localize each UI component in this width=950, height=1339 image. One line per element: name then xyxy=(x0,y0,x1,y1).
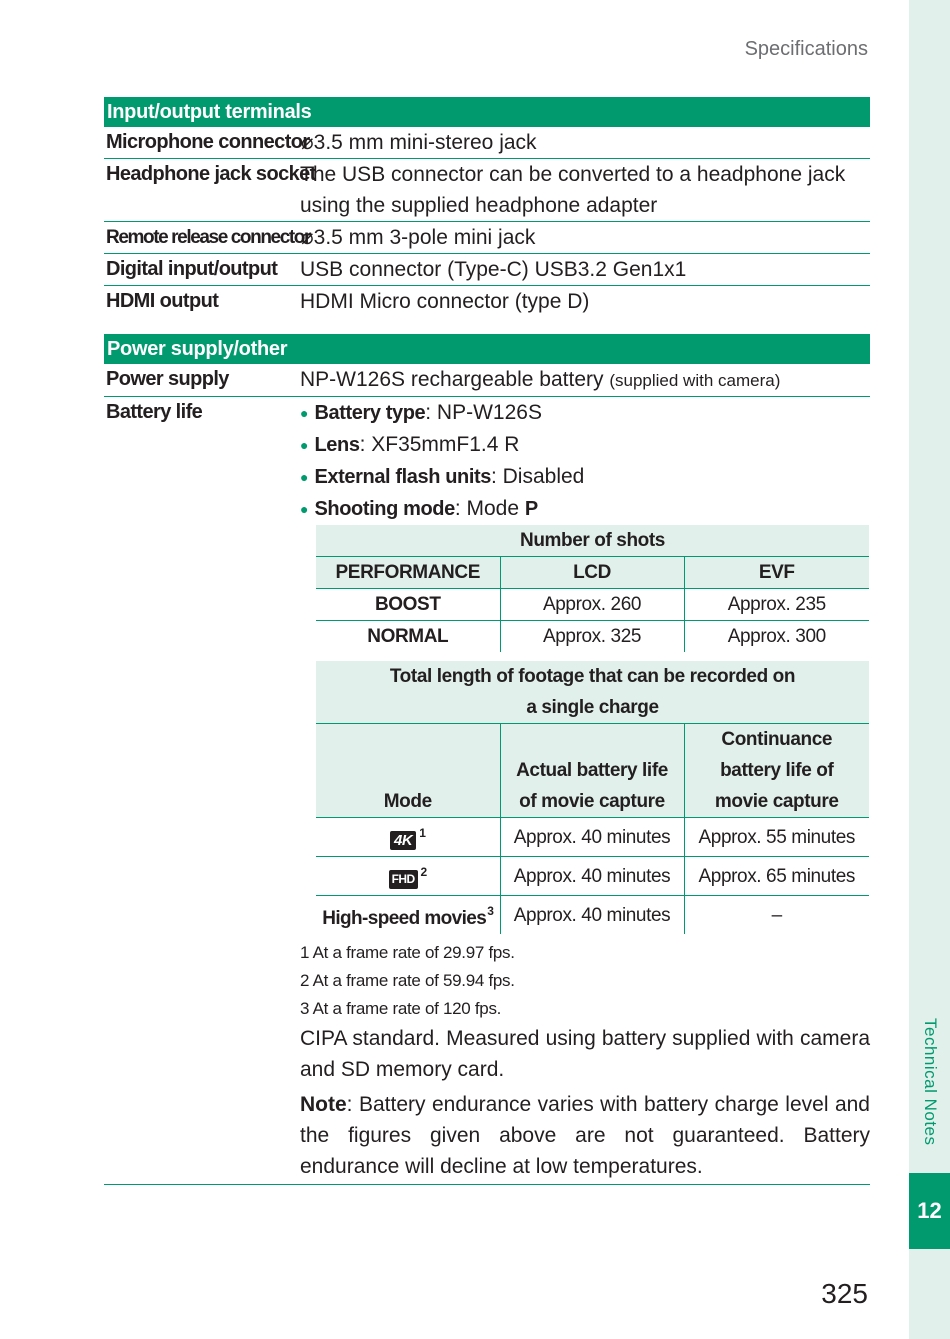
table-cell: – xyxy=(684,896,869,935)
spec-row-microphone xyxy=(104,127,870,159)
spec-label: Headphone jack socket xyxy=(106,163,316,185)
bullet-key: Battery type xyxy=(314,402,426,424)
spec-label: Microphone connector xyxy=(106,131,310,153)
footnotes xyxy=(300,939,870,1023)
list-item xyxy=(300,397,870,429)
bullet-value: : Disabled xyxy=(490,465,585,488)
cipa-paragraph: CIPA standard. Measured using battery supplied with camera and SD memory card. xyxy=(300,1027,870,1081)
table-cell: Approx. 325 xyxy=(500,621,684,653)
bullet-icon: ● xyxy=(300,500,309,517)
spec-value: USB connector (Type-C) USB3.2 Gen1x1 xyxy=(300,258,687,281)
bullet-key: External flash units xyxy=(314,466,491,488)
table-cell: Approx. 55 minutes xyxy=(684,818,869,857)
list-item xyxy=(300,493,870,525)
table-row xyxy=(316,621,869,653)
spec-label: Battery life xyxy=(106,401,203,423)
page-header-title: Specifications xyxy=(744,38,868,60)
spec-value xyxy=(299,159,870,221)
list-item xyxy=(300,429,870,461)
spec-row-hdmi xyxy=(104,286,870,317)
spec-value-line: using the supplied headphone adapter xyxy=(300,194,658,217)
table-cell: Approx. 260 xyxy=(500,589,684,621)
spec-value: ⌀3.5 mm mini-stereo jack xyxy=(301,131,537,154)
power-section-title: Power supply/other xyxy=(104,334,870,364)
spec-label: HDMI output xyxy=(106,290,219,312)
table-title xyxy=(316,661,869,724)
bullet-key: Lens xyxy=(314,434,360,456)
spec-value: HDMI Micro connector (type D) xyxy=(300,290,590,313)
table-title-line: a single charge xyxy=(526,697,659,718)
list-item xyxy=(300,461,870,493)
note-paragraph xyxy=(300,1089,870,1182)
chapter-number[interactable]: 12 xyxy=(909,1173,950,1249)
bullet-extra: P xyxy=(524,498,538,520)
note-label: Note xyxy=(300,1093,347,1116)
power-supply-note: (supplied with camera) xyxy=(609,371,781,390)
bullet-icon: ● xyxy=(300,468,309,485)
spec-row-remote-release xyxy=(104,222,870,254)
table-cell: BOOST xyxy=(316,589,500,621)
spec-value: ⌀3.5 mm 3-pole mini jack xyxy=(301,226,536,249)
table-title: Number of shots xyxy=(316,525,869,557)
fhd-movie-icon: FHD xyxy=(389,870,418,889)
table-header: EVF xyxy=(684,557,869,589)
table-header-line: movie capture xyxy=(714,791,839,812)
spec-row-digital-io xyxy=(104,254,870,286)
bullet-value: : XF35mmF1.4 R xyxy=(359,433,520,456)
page-number: 325 xyxy=(821,1278,868,1309)
spec-value-line: The USB connector can be converted to a headphone jack xyxy=(300,163,846,186)
spec-label: Power supply xyxy=(106,368,229,390)
bullet-icon: ● xyxy=(300,436,309,453)
sidebar-label: Technical Notes xyxy=(921,1018,940,1146)
table-row xyxy=(316,857,869,896)
footnote: 3 At a frame rate of 120 fps. xyxy=(300,999,502,1018)
table-header: PERFORMANCE xyxy=(316,557,500,589)
footnote-ref: 2 xyxy=(420,865,427,879)
footnote-ref: 1 xyxy=(419,826,426,840)
footnote: 1 At a frame rate of 29.97 fps. xyxy=(300,943,515,962)
table-cell xyxy=(316,818,500,857)
battery-conditions-list xyxy=(300,397,870,525)
table-cell: NORMAL xyxy=(316,621,500,653)
battery-life-content xyxy=(299,397,870,1184)
table-cell xyxy=(316,896,500,935)
table-row xyxy=(316,589,869,621)
spec-row-headphone xyxy=(104,159,870,222)
bullet-icon: ● xyxy=(300,404,309,421)
4k-movie-icon: 4K xyxy=(390,831,416,850)
power-section xyxy=(104,334,870,1185)
spec-row-battery-life xyxy=(104,397,870,1185)
table-header-line: battery life of xyxy=(720,760,834,781)
number-of-shots-table xyxy=(316,525,869,652)
io-section-title: Input/output terminals xyxy=(104,97,870,127)
footnote: 2 At a frame rate of 59.94 fps. xyxy=(300,971,515,990)
table-header-line: Continuance xyxy=(721,729,833,750)
table-header-line: Actual battery life xyxy=(516,760,668,781)
table-row xyxy=(316,896,869,935)
table-header xyxy=(500,724,684,818)
note-text: : Battery endurance varies with battery charge level and the figures given above are not guaranteed. Battery endurance will decline at low temperatures. xyxy=(300,1093,870,1178)
movie-recording-table xyxy=(316,661,869,934)
table-header: LCD xyxy=(500,557,684,589)
table-cell: Approx. 40 minutes xyxy=(500,857,684,896)
table-cell: Approx. 235 xyxy=(684,589,869,621)
io-section xyxy=(104,97,870,317)
table-row xyxy=(316,818,869,857)
footnote-ref: 3 xyxy=(487,904,494,918)
power-supply-value: NP-W126S rechargeable battery xyxy=(300,368,604,391)
bullet-key: Shooting mode xyxy=(314,498,455,520)
bullet-value: : NP-W126S xyxy=(425,401,542,424)
bullet-value: : Mode xyxy=(454,497,525,520)
table-cell: Approx. 40 minutes xyxy=(500,818,684,857)
table-cell: Approx. 300 xyxy=(684,621,869,653)
spec-value xyxy=(299,364,870,396)
table-cell: Approx. 65 minutes xyxy=(684,857,869,896)
table-header-line: of movie capture xyxy=(519,791,665,812)
table-title-line: Total length of footage that can be recorded on xyxy=(389,666,796,687)
spec-label: Remote release connector xyxy=(106,227,310,248)
table-cell xyxy=(316,857,500,896)
table-header xyxy=(684,724,869,818)
spec-label: Digital input/output xyxy=(106,258,278,280)
table-header: Mode xyxy=(316,724,500,818)
spec-row-power-supply xyxy=(104,364,870,397)
table-cell: Approx. 40 minutes xyxy=(500,896,684,935)
row-mode-label: High-speed movies xyxy=(322,908,487,929)
